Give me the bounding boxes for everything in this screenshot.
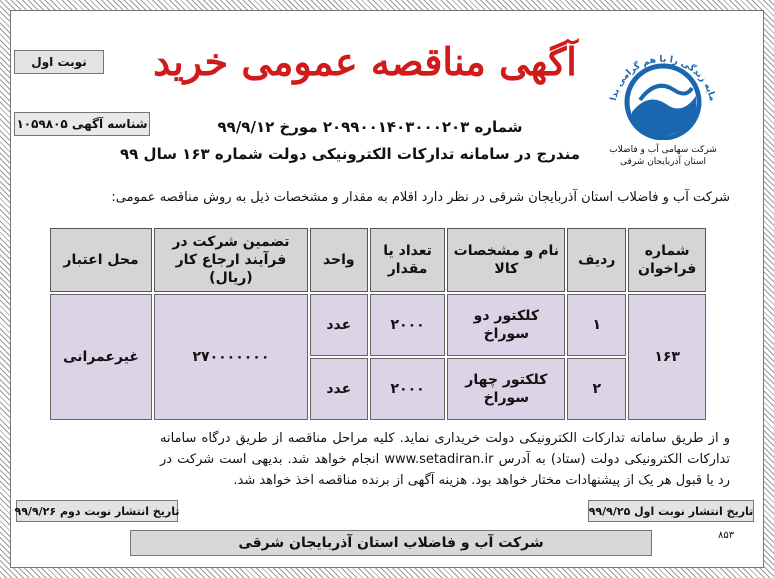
item-name-cell: کلکتور دو سوراخ	[447, 294, 565, 356]
publish-first-date: تاریخ انتشار نوبت اول ۹۹/۹/۲۵	[588, 500, 754, 522]
company-logo	[588, 30, 738, 170]
intro-text: شرکت آب و فاضلاب استان آذربایجان شرقی در نظر دارد اقلام به مقدار و مشخصات ذیل به روش مناقصه عمومی:	[111, 190, 730, 205]
page-title: آگهی مناقصه عمومی خرید	[153, 39, 577, 84]
col-row: ردیف	[567, 228, 626, 292]
registry-line: مندرج در سامانه تدارکات الکترونیکی دولت شماره ۱۶۳ سال ۹۹	[120, 145, 580, 163]
row-number-cell: ۱	[567, 294, 626, 356]
tender-table	[48, 226, 708, 422]
item-name-cell: کلکتور چهار سوراخ	[447, 358, 565, 420]
guarantee-cell: ۲۷۰۰۰۰۰۰۰	[154, 294, 308, 420]
body-text: و از طریق سامانه تدارکات الکترونیکی دولت خریداری نماید. کلیه مراحل مناقصه از طریق درگاه سامانه تدارکات الکترونیکی دولت (ستاد) به آدرس www.setadiran.ir انجام خواهد شد. بدیهی است شرکت در رد یا قبول هر یک از پیشنهادات مختار خواهد بود. هزینه آگهی از برنده مناقصه اخذ خواهد شد.	[160, 431, 730, 488]
quantity-cell: ۲۰۰۰	[370, 358, 446, 420]
col-unit: واحد	[310, 228, 368, 292]
footer-company: شرکت آب و فاضلاب استان آذربایجان شرقی	[130, 530, 652, 556]
logo-slogan: مایه زندگی را با هم گرامی بدا	[608, 54, 718, 103]
logo-company-line1: شرکت سهامی آب و فاضلاب	[609, 145, 717, 155]
unit-cell: عدد	[310, 358, 368, 420]
table-row	[50, 294, 706, 356]
row-number-cell: ۲	[567, 358, 626, 420]
call-number-cell: ۱۶۳	[628, 294, 706, 420]
col-call-number: شماره فراخوان	[628, 228, 706, 292]
publish-second-date: تاریخ انتشار نوبت دوم ۹۹/۹/۲۶	[16, 500, 178, 522]
quantity-cell: ۲۰۰۰	[370, 294, 446, 356]
ad-code: ۸۵۳	[718, 530, 735, 541]
turn-badge: نوبت اول	[14, 50, 104, 74]
col-quantity: تعداد یا مقدار	[370, 228, 446, 292]
unit-cell: عدد	[310, 294, 368, 356]
col-funding: محل اعتبار	[50, 228, 152, 292]
col-item-name: نام و مشخصات کالا	[447, 228, 565, 292]
funding-cell: غیرعمرانی	[50, 294, 152, 420]
table-header-row	[50, 228, 706, 292]
logo-company-line2: استان آذربایجان شرقی	[620, 157, 706, 167]
col-guarantee: تضمین شرکت در فرآیند ارجاع کار (ریال)	[154, 228, 308, 292]
water-drop-logo-icon	[588, 30, 738, 140]
announcement-number: شماره ۲۰۹۹۰۰۱۴۰۳۰۰۰۲۰۳ مورخ ۹۹/۹/۱۲	[217, 118, 523, 136]
ad-id-badge: شناسه آگهی ۱۰۵۹۸۰۵	[14, 112, 150, 136]
